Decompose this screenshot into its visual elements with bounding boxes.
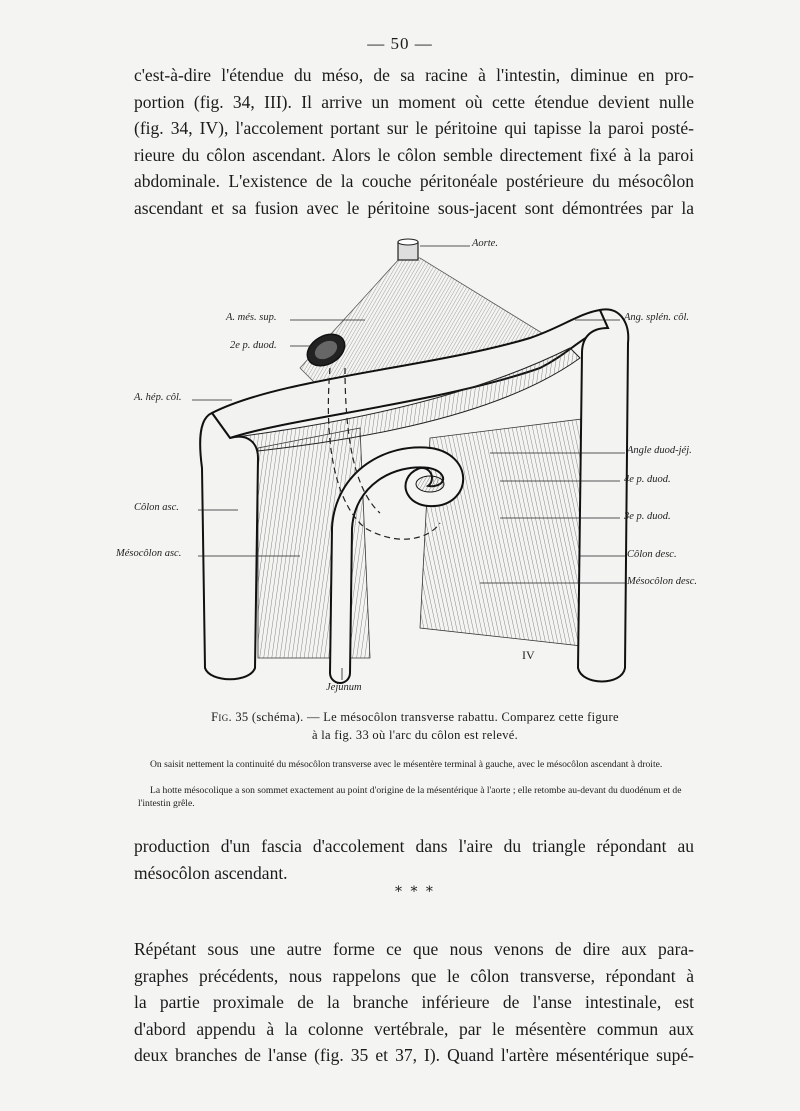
text-line: abdominale. L'existence de la couche péritonéale postérieure du mésocôlon — [134, 171, 694, 192]
text-line: d'abord appendu à la colonne vertébrale, par le mésentère commun aux — [134, 1018, 694, 1039]
label-3e-p-duod: 3e p. duod. — [624, 511, 671, 522]
text-line: portion (fig. 34, III). Il arrive un moment où cette étendue devient nulle — [134, 91, 694, 112]
text-line: la partie proximale de la branche inférieure de l'anse intestinale, est — [134, 992, 694, 1013]
label-a-hep-col: A. hép. côl. — [134, 392, 182, 403]
label-aorte: Aorte. — [472, 238, 498, 249]
label-4e-p-duod: 4e p. duod. — [624, 474, 671, 485]
text-line: ascendant et sa fusion avec le péritoine sous-jacent sont démontrées par la — [134, 197, 694, 218]
label-a-mes-sup: A. més. sup. — [226, 312, 277, 323]
label-colon-asc: Côlon asc. — [134, 502, 179, 513]
mesocolon-illustration — [130, 228, 730, 708]
label-colon-desc: Côlon desc. — [627, 549, 677, 560]
figure-note-2: La hotte mésocolique a son sommet exactement au point d'origine de la mésentérique à l'aorte ; elle retombe au-devant du duodénum et de l'intestin grêle. — [138, 785, 682, 809]
label-mesocolon-desc: Mésocôlon desc. — [627, 576, 697, 587]
label-angle-duod-jej: Angle duod-jéj. — [627, 445, 692, 456]
paragraph-2 — [134, 833, 694, 886]
figure-mark: IV — [522, 648, 535, 662]
figure-note-1: On saisit nettement la continuité du mésocôlon transverse avec le mésentère terminal à gauche, avec le mésocôlon ascendant à droite. — [150, 759, 663, 770]
caption-text: (schéma). — Le mésocôlon transverse rabattu. Comparez cette figure — [251, 710, 619, 724]
text-line: deux branches de l'anse (fig. 35 et 37, I). Quand l'artère mésentérique supé- — [134, 1045, 694, 1066]
text-line: (fig. 34, IV), l'accolement portant sur le péritoine qui tapisse la paroi posté- — [134, 118, 694, 139]
caption-text-2: à la fig. 33 où l'arc du côlon est relevé. — [311, 728, 519, 742]
paragraph-3 — [134, 936, 694, 1069]
section-separator: * * * — [395, 884, 435, 900]
text-line: Répétant sous une autre forme ce que nous venons de dire aux para- — [134, 939, 694, 959]
text-line: production d'un fascia d'accolement dans l'aire du triangle répondant au — [134, 836, 694, 856]
page-number: — 50 — — [367, 34, 433, 53]
label-2e-p-duod: 2e p. duod. — [230, 340, 277, 351]
text-line: c'est-à-dire l'étendue du méso, de sa racine à l'intestin, diminue en pro- — [134, 65, 694, 85]
figure-caption — [130, 708, 700, 744]
paragraph-1 — [134, 62, 694, 222]
anatomical-figure — [116, 228, 730, 708]
text-line: rieure du côlon ascendant. Alors le côlon semble directement fixé à la paroi — [134, 144, 694, 165]
caption-fig-label: Fig. 35 — [211, 710, 249, 724]
text-line: graphes précédents, nous rappelons que le côlon transverse, répondant à — [134, 965, 694, 986]
label-jejunum: Jejunum — [326, 682, 362, 693]
label-ang-splen-col: Ang. splén. côl. — [624, 312, 690, 323]
text-line: mésocôlon ascendant. — [134, 862, 288, 883]
label-mesocolon-asc: Mésocôlon asc. — [116, 548, 182, 559]
